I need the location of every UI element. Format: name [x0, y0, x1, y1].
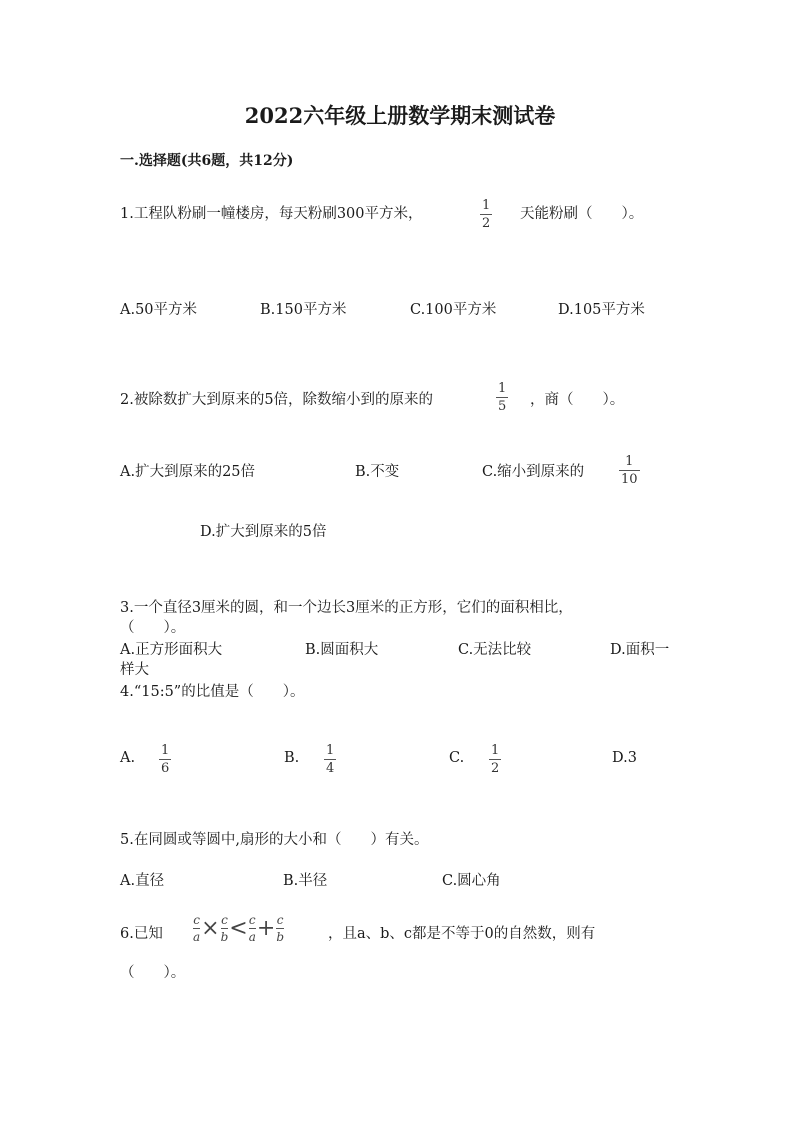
q4-option-b[interactable]: B.	[284, 750, 300, 766]
q4b-frac-denominator: 4	[326, 761, 335, 776]
q4-option-c[interactable]: C.	[449, 750, 465, 766]
q6-f1-num: c	[193, 913, 200, 927]
q2-fraction	[496, 382, 508, 413]
q2-frac-numerator: 1	[498, 381, 507, 396]
q2-option-a[interactable]: A.扩大到原来的25倍	[120, 464, 256, 480]
q1-stem-part1: 1.工程队粉刷一幢楼房，每天粉刷300平方米，	[120, 206, 423, 222]
q6-stem-part1: 6.已知	[120, 926, 163, 942]
q4c-frac-denominator: 2	[491, 761, 500, 776]
q4-stem: 4.“15:5”的比值是（ ）。	[120, 684, 305, 700]
q1-stem-part2: 天能粉刷（ ）。	[520, 206, 644, 222]
q2-option-c-fraction	[619, 455, 640, 486]
q6-frac-c-over-a-1	[193, 914, 200, 943]
q6-inequality-formula	[193, 914, 284, 943]
q1-option-a[interactable]: A.50平方米	[120, 302, 198, 318]
q4c-frac-numerator: 1	[491, 743, 500, 758]
q5-option-c[interactable]: C.圆心角	[442, 873, 501, 889]
q6-frac-c-over-a-2	[249, 914, 256, 943]
q1-option-b[interactable]: B.150平方米	[260, 302, 347, 318]
q4-option-a[interactable]: A.	[120, 750, 136, 766]
q6-f4-bar	[276, 928, 284, 929]
q6-plus-sign: +	[256, 916, 276, 941]
q6-f1-den: a	[193, 930, 201, 944]
q6-f3-bar	[249, 928, 256, 929]
q4b-frac-numerator: 1	[326, 743, 335, 758]
q6-frac-c-over-b-1	[221, 914, 229, 943]
q3-option-a[interactable]: A.正方形面积大	[120, 642, 223, 658]
section-heading: 一.选择题(共6题，共12分)	[120, 153, 294, 169]
q6-f4-den: b	[276, 930, 284, 944]
q4a-frac-numerator: 1	[161, 743, 170, 758]
q2-option-d[interactable]: D.扩大到原来的5倍	[200, 524, 327, 540]
q4a-frac-denominator: 6	[161, 761, 170, 776]
q5-option-a[interactable]: A.直径	[120, 873, 165, 889]
q2c-frac-numerator: 1	[625, 454, 634, 469]
q6-f2-bar	[221, 928, 229, 929]
q2-stem-part1: 2.被除数扩大到原来的5倍，除数缩小到的原来的	[120, 392, 434, 408]
q6-less-than-sign: <	[229, 916, 248, 941]
q1-fraction	[480, 199, 492, 230]
q5-stem: 5.在同圆或等圆中,扇形的大小和（ ）有关。	[120, 832, 429, 848]
q4-option-d[interactable]: D.3	[612, 750, 637, 766]
q3-option-d-continued: 样大	[120, 662, 149, 678]
q6-frac-c-over-b-2	[276, 914, 284, 943]
q2-stem-part2: ，商（ ）。	[530, 392, 625, 408]
q6-f1-bar	[193, 928, 200, 929]
q6-f2-den: b	[220, 930, 229, 944]
q6-f2-num: c	[221, 913, 228, 927]
page-title: 2022六年级上册数学期末测试卷	[244, 103, 556, 128]
q1-frac-numerator: 1	[482, 198, 491, 213]
q2c-frac-denominator: 10	[621, 472, 638, 487]
q1-option-c[interactable]: C.100平方米	[410, 302, 497, 318]
q6-stem-line2: （ ）。	[120, 965, 186, 981]
q6-times-sign: ×	[201, 916, 220, 941]
q4-option-a-fraction	[159, 744, 171, 775]
q4-option-c-fraction	[489, 744, 501, 775]
q3-stem-line2: （ ）。	[120, 620, 186, 636]
q3-option-b[interactable]: B.圆面积大	[305, 642, 379, 658]
q3-option-d[interactable]: D.面积一	[610, 642, 670, 658]
q3-stem-line1: 3.一个直径3厘米的圆，和一个边长3厘米的正方形，它们的面积相比，	[120, 600, 573, 616]
q3-option-c[interactable]: C.无法比较	[458, 642, 532, 658]
q1-frac-denominator: 2	[482, 216, 491, 231]
q6-stem-part2: ，且a、b、c都是不等于0的自然数，则有	[328, 926, 596, 942]
q2-option-c[interactable]: C.缩小到原来的	[482, 464, 585, 480]
q2-frac-denominator: 5	[498, 399, 507, 414]
q6-f3-num: c	[248, 913, 256, 927]
q6-f4-num: c	[276, 913, 284, 927]
q6-f3-den: a	[248, 930, 256, 944]
q4-option-b-fraction	[324, 744, 336, 775]
q5-option-b[interactable]: B.半径	[283, 873, 328, 889]
q2-option-b[interactable]: B.不变	[355, 464, 400, 480]
q1-option-d[interactable]: D.105平方米	[558, 302, 645, 318]
